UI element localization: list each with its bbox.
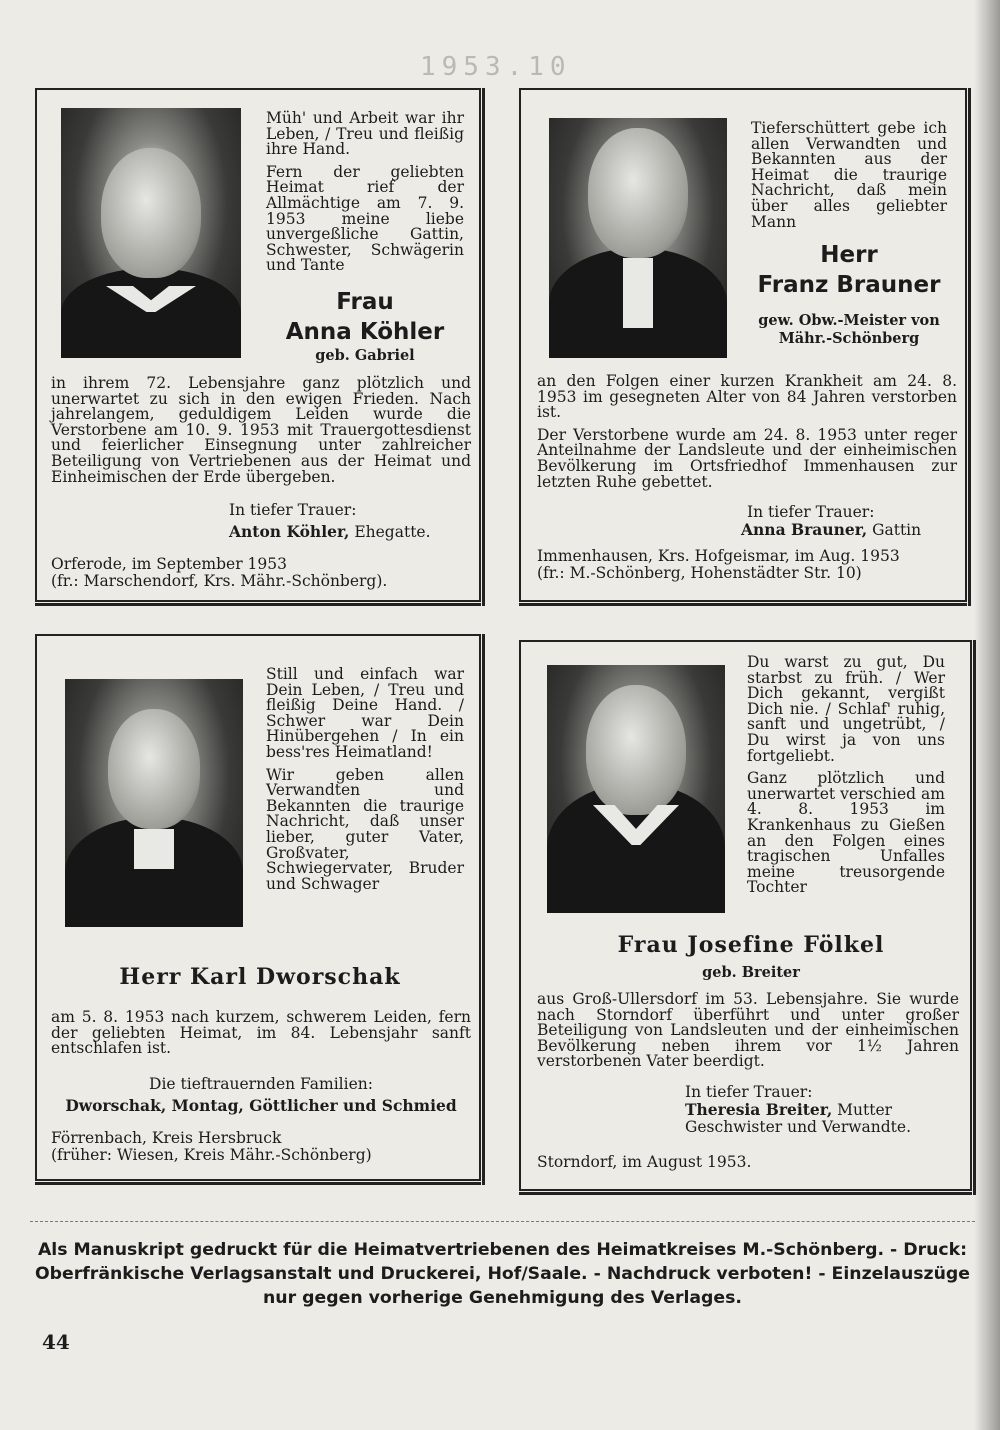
intro-text [266, 111, 464, 281]
deceased-name: Herr Karl Dworschak [119, 964, 401, 990]
body-text: in ihrem 72. Lebensjahre ganz plötzlich und unerwartet zu sich in den ewigen Frieden. Nach jahrelangem, geduldigem Leiden wurde die Verstorbene am 10. 9. 1953 mit Trauergottesdienst und feierlicher Einsegnung unter zahlreicher Beteiligung von Vertriebenen aus der Heimat und Einheimischen der Erde übergeben. [51, 374, 471, 486]
intro-text: Du warst zu gut, Du starbst zu früh. / Wer Dich gekannt, vergißt Dich nie. / Schlaf' ruhig, sanft und ungetrübt, / Du wirst ja von uns fortgeliebt. Ganz plötzlich und unerwartet verschied am 4. 8. 1953 im Krankenhaus zu Gießen an den Folgen eines tragischen Unfalles meine treusorgende Tochter [747, 653, 945, 897]
obituary-card-foelkel [519, 640, 972, 1191]
portrait-photo [61, 108, 241, 358]
page-number: 44 [42, 1330, 70, 1354]
intro-text: Still und einfach war Dein Leben, / Treu und fleißig Deine Hand. / Schwer war Dein Hinübergehen / In ein bess'res Heimatland! Wir geben allen Verwandten und Bekannten die traurige Nachricht, daß unser lieber, guter Vater, Großvater, Schwiegervater, Bruder und Schwager [266, 665, 464, 893]
verse: Müh' und Arbeit war ihr Leben, / Treu und fleißig ihre Hand. [266, 109, 464, 159]
footer-divider [30, 1221, 975, 1222]
portrait-photo [549, 118, 727, 358]
mourners: Die tieftrauernden Familien: Dworschak, Montag, Göttlicher und Schmied [65, 1075, 457, 1115]
place-date: Förrenbach, Kreis Hersbruck (früher: Wiesen, Kreis Mähr.-Schönberg) [51, 1129, 372, 1164]
publisher-footer: Als Manuskript gedruckt für die Heimatvertriebenen des Heimatkreises M.-Schönberg. - Druck: Oberfränkische Verlagsanstalt und Druckerei, Hof/Saale. - Nachdruck verboten! - Einzelauszüge nur gegen vorherige Genehmigung des Verlages. [34, 1240, 970, 1308]
announcement: Fern der geliebten Heimat rief der Allmächtige am 7. 9. 1953 meine liebe unvergeßliche Gattin, Schwester, Schwägerin und Tante [266, 162, 464, 275]
profession: gew. Obw.-Meister von Mähr.-Schönberg [758, 312, 940, 347]
obituary-card-dworschak [35, 634, 481, 1181]
obituary-card-brauner [519, 88, 967, 602]
portrait-photo [547, 665, 725, 913]
obituary-card-koehler [35, 88, 481, 602]
deceased-name: Frau Josefine Fölkel [617, 932, 885, 958]
place-date: Orferode, im September 1953 (fr.: Marschendorf, Krs. Mähr.-Schönberg). [51, 555, 388, 590]
mourners: In tiefer Trauer: Theresia Breiter, Mutter Geschwister und Verwandte. [685, 1083, 911, 1136]
body-text: am 5. 8. 1953 nach kurzem, schwerem Leiden, fern der geliebten Heimat, im 84. Lebensjahr sanft entschlafen ist. [51, 1008, 471, 1058]
body-text: aus Groß-Ullersdorf im 53. Lebensjahre. Sie wurde nach Storndorf überführt und unter großer Beteiligung von Landsleuten und der einheimischen Bevölkerung neben ihrem vor 1½ Jahren verstorbenen Vater beerdigt. [537, 990, 959, 1071]
body-text: an den Folgen einer kurzen Krankheit am 24. 8. 1953 im gesegneten Alter von 84 Jahren verstorben ist. Der Verstorbene wurde am 24. 8. 1953 unter reger Anteilnahme der Landsleute und der einheimischen Bevölkerung im Ortsfriedhof Immenhausen zur letzten Ruhe gebettet. [537, 372, 957, 491]
deceased-name: Frau Anna Köhler [285, 289, 445, 345]
place-date: Storndorf, im August 1953. [537, 1153, 752, 1171]
place-date: Immenhausen, Krs. Hofgeismar, im Aug. 1953 (fr.: M.-Schönberg, Hohenstädter Str. 10) [537, 547, 900, 582]
birth-name: geb. Breiter [702, 964, 800, 981]
archive-stamp: 1953.10 [420, 52, 572, 82]
deceased-name: Herr Franz Brauner [757, 242, 941, 298]
mourners: In tiefer Trauer: Anton Köhler, Ehegatte. [229, 501, 431, 541]
mourners: In tiefer Trauer: Anna Brauner, Gattin [741, 503, 922, 539]
portrait-photo [65, 679, 243, 927]
birth-name: geb. Gabriel [315, 347, 415, 364]
intro-text: Tieferschüttert gebe ich allen Verwandten und Bekannten aus der Heimat die traurige Nachricht, daß mein über alles geliebter Mann [751, 119, 947, 231]
page-edge-shadow [974, 0, 1000, 1430]
